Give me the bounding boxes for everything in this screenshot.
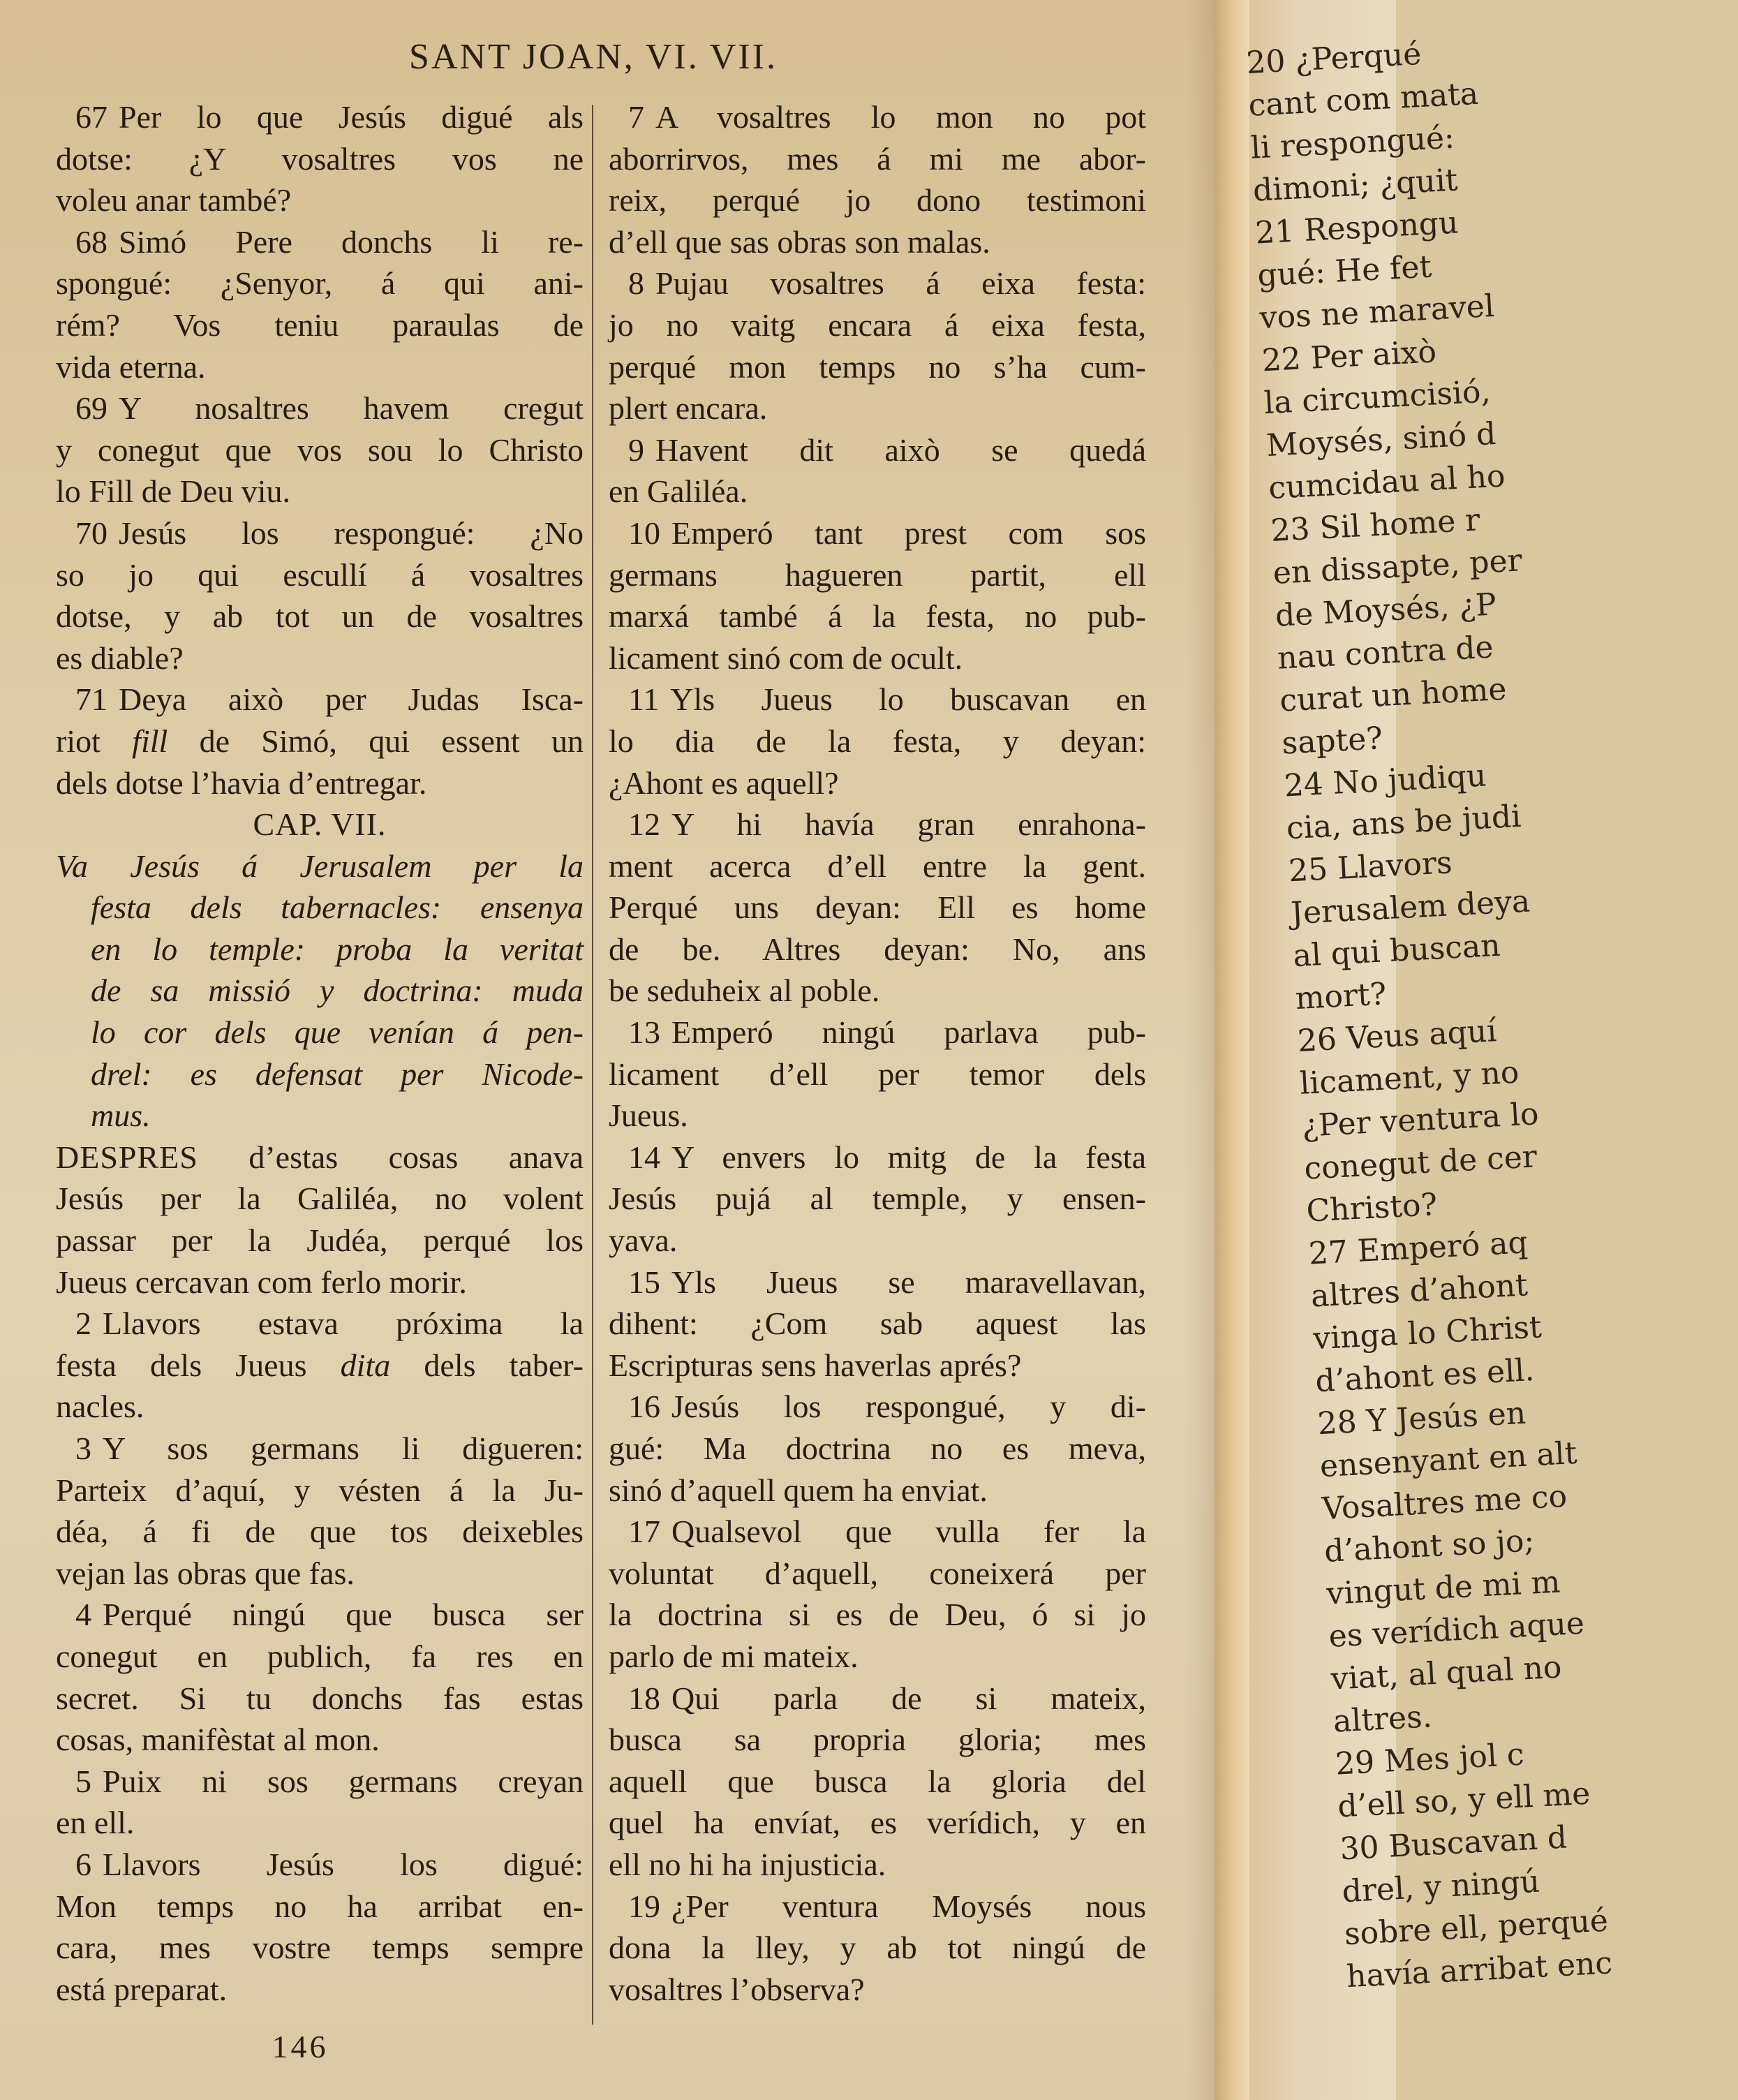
facing-page-line: es verídich aque xyxy=(1328,1605,1586,1655)
column-rule xyxy=(592,105,593,2025)
verse-number: 15 xyxy=(628,1264,660,1300)
verse-line xyxy=(609,512,1146,554)
facing-page-line: Vosaltres me co xyxy=(1321,1478,1568,1528)
text-span: dels taber- xyxy=(390,1347,584,1383)
facing-page-line: 24 No judiqu xyxy=(1283,757,1487,804)
text-line: dotse, y ab tot un de vosaltres xyxy=(56,598,584,635)
facing-page-line: li respongué: xyxy=(1249,119,1456,166)
text-line: parlo de mi mateix. xyxy=(609,1638,859,1674)
facing-page-line: dimoni; ¿quit xyxy=(1251,162,1459,209)
verse-line xyxy=(56,1844,584,1886)
verse-text: Y hi havía gran enrahona- xyxy=(671,806,1146,843)
verse-text: Yls Jueus lo buscavan en xyxy=(670,681,1146,718)
verse-text: A vosaltres lo mon no pot xyxy=(655,99,1146,135)
facing-page-text xyxy=(1245,22,1738,1998)
text-line: es diable? xyxy=(56,639,184,676)
text-line xyxy=(56,1137,584,1178)
text-line: de be. Altres deyan: No, ans xyxy=(609,931,1146,967)
facing-page-line: ¿Per ventura lo xyxy=(1301,1096,1540,1144)
text-line: Perqué uns deyan: Ell es home xyxy=(609,889,1146,926)
facing-page-line: vinga lo Christ xyxy=(1312,1309,1543,1357)
text-line: vejan las obras que fas. xyxy=(56,1555,355,1591)
text-span: de Simó, qui essent un xyxy=(168,723,584,759)
chapter-summary-line: festa dels tabernacles: ensenya xyxy=(91,889,584,926)
text-line xyxy=(56,720,584,762)
verse-line xyxy=(609,96,1146,138)
verse-text: Y nosaltres havem cregut xyxy=(119,390,584,427)
italic-word: fill xyxy=(132,723,168,759)
facing-page-line: vingut de mi m xyxy=(1325,1564,1561,1612)
verse-number: 11 xyxy=(628,681,660,718)
facing-page-line: cia, ans be judi xyxy=(1285,798,1522,847)
text-line: aquell que busca la gloria del xyxy=(609,1763,1146,1799)
text-line: perqué mon temps no s’ha cum- xyxy=(609,348,1146,385)
verse-number: 69 xyxy=(75,390,107,427)
verse-line xyxy=(56,1594,584,1636)
verse-number: 67 xyxy=(75,99,107,135)
text-line: spongué: ¿Senyor, á qui ani- xyxy=(56,265,584,302)
facing-page xyxy=(1245,0,1614,2100)
verse-number: 16 xyxy=(628,1389,660,1425)
text-line: está preparat. xyxy=(56,1971,228,2007)
text-line: en ell. xyxy=(56,1805,135,1841)
verse-text: Pujau vosaltres á eixa festa: xyxy=(655,265,1146,302)
verse-text: Llavors estava próxima la xyxy=(103,1306,584,1342)
verse-number: 70 xyxy=(75,515,107,551)
facing-page-line: d’ahont es ell. xyxy=(1314,1352,1536,1400)
text-line: secret. Si tu donchs fas estas xyxy=(56,1680,584,1716)
verse-text: Qualsevol que vulla fer la xyxy=(671,1514,1146,1550)
text-line: nacles. xyxy=(56,1389,144,1425)
text-line: licament sinó com de ocult. xyxy=(609,639,963,676)
text-line: rém? Vos teniu paraulas de xyxy=(56,306,584,343)
text-line: Parteix d’aquí, y vésten á la Ju- xyxy=(56,1472,584,1508)
text-line: voleu anar també? xyxy=(56,182,292,219)
facing-page-line: altres. xyxy=(1332,1699,1433,1740)
facing-page-line: 30 Buscavan d xyxy=(1339,1819,1568,1868)
text-line: la doctrina si es de Deu, ó si jo xyxy=(609,1597,1146,1633)
text-line: cosas, manifèstat al mon. xyxy=(56,1722,380,1758)
facing-page-line: gué: He fet xyxy=(1256,249,1433,294)
chapter-summary-line: de sa missió y doctrina: muda xyxy=(91,973,584,1009)
verse-text: Per lo que Jesús digué als xyxy=(119,99,584,135)
facing-page-line: cumcidau al ho xyxy=(1268,458,1506,507)
facing-page-line: al qui buscan xyxy=(1292,927,1501,975)
facing-page-line: 20 ¿Perqué xyxy=(1245,36,1423,81)
verse-number: 71 xyxy=(75,681,107,718)
text-line: y conegut que vos sou lo Christo xyxy=(56,431,584,468)
chapter-summary-line: drel: es defensat per Nicode- xyxy=(91,1056,584,1092)
text-line: sinó d’aquell quem ha enviat. xyxy=(609,1472,988,1508)
verse-number: 5 xyxy=(75,1763,91,1799)
text-line: Jueus cercavan com ferlo morir. xyxy=(56,1264,467,1300)
facing-page-line: en dissapte, per xyxy=(1272,542,1523,591)
verse-text: d’estas cosas anava xyxy=(198,1139,584,1175)
text-line: ell no hi ha injusticia. xyxy=(609,1846,886,1882)
verse-text: Simó Pere donchs li re- xyxy=(119,223,584,260)
running-head: SANT JOAN, VI. VII. xyxy=(409,37,778,77)
verse-number: 18 xyxy=(628,1680,660,1716)
chapter-summary-line: mus. xyxy=(91,1097,151,1134)
text-line: quel ha envíat, es verídich, y en xyxy=(609,1805,1146,1841)
facing-page-line: 29 Mes jol c xyxy=(1334,1736,1525,1782)
text-line: yava. xyxy=(609,1222,678,1259)
facing-page-line: 23 Sil home r xyxy=(1270,502,1481,549)
verse-line xyxy=(56,1761,584,1803)
verse-line xyxy=(56,512,584,554)
verse-text: Deya això per Judas Isca- xyxy=(119,681,584,718)
text-line: lo dia de la festa, y deyan: xyxy=(609,723,1146,759)
verse-text: ¿Per ventura Moysés nous xyxy=(671,1888,1146,1924)
facing-page-line: licament, y no xyxy=(1298,1054,1520,1102)
text-line: Jueus. xyxy=(609,1097,688,1134)
facing-page-line: vos ne maravel xyxy=(1258,288,1496,337)
verse-line xyxy=(56,1428,584,1470)
verse-line xyxy=(56,1303,584,1345)
verse-number: 68 xyxy=(75,223,107,260)
text-line: licament d’ell per temor dels xyxy=(609,1056,1146,1092)
text-line: d’ell que sas obras son malas. xyxy=(609,223,990,260)
verse-text: Emperó ningú parlava pub- xyxy=(671,1014,1146,1051)
verse-text: Perqué ningú que busca ser xyxy=(103,1597,584,1633)
facing-page-line: la circumcisió, xyxy=(1263,374,1492,422)
text-line: busca sa propria gloria; mes xyxy=(609,1722,1146,1758)
verse-line xyxy=(56,96,584,138)
text-line: dona la lley, y ab tot ningú de xyxy=(609,1930,1146,1966)
facing-page-line: mort? xyxy=(1294,976,1388,1017)
facing-page-line: 21 Respongu xyxy=(1254,205,1460,251)
text-line: dihent: ¿Com sab aquest las xyxy=(609,1306,1146,1342)
text-line: Jesús pujá al temple, y ensen- xyxy=(609,1181,1146,1217)
facing-page-line: drel, y ningú xyxy=(1341,1863,1541,1910)
text-line: jo no vaitg encara á eixa festa, xyxy=(609,306,1146,343)
facing-page-line: sapte? xyxy=(1281,720,1384,762)
text-line: germans hagueren partit, ell xyxy=(609,556,1146,593)
middle-column xyxy=(609,96,1146,2010)
facing-page-line: Jerusalem deya xyxy=(1290,883,1531,932)
facing-page-line: sobre ell, perqué xyxy=(1343,1902,1610,1953)
text-line: Mon temps no ha arribat en- xyxy=(56,1888,584,1924)
facing-page-line: 25 Llavors xyxy=(1287,845,1453,889)
text-span: riot xyxy=(56,723,133,759)
verse-text: Havent dit això se quedá xyxy=(655,431,1146,468)
facing-page-line: de Moysés, ¿P xyxy=(1274,586,1497,634)
verse-line xyxy=(56,387,584,429)
text-line: so jo qui escullí á vosaltres xyxy=(56,556,584,593)
verse-line xyxy=(609,1386,1146,1428)
facing-page-line: 22 Per això xyxy=(1261,334,1438,379)
verse-text: Qui parla de si mateix, xyxy=(671,1680,1146,1716)
facing-page-line: nau contra de xyxy=(1276,629,1494,676)
text-line: be seduheix al poble. xyxy=(609,973,880,1009)
verse-line xyxy=(609,1262,1146,1303)
facing-page-line: havía arribat enc xyxy=(1345,1945,1614,1995)
facing-page-line: Moysés, sinó d xyxy=(1265,416,1497,464)
verse-number: 14 xyxy=(628,1139,660,1175)
text-line: ment acerca d’ell entre la gent. xyxy=(609,848,1146,884)
verse-line xyxy=(609,1886,1146,1928)
verse-number: 13 xyxy=(628,1014,660,1051)
verse-text: Yls Jueus se maravellavan, xyxy=(671,1264,1146,1300)
text-line: passar per la Judéa, perqué los xyxy=(56,1222,584,1259)
text-line: voluntat d’aquell, coneixerá per xyxy=(609,1555,1146,1591)
verse-line xyxy=(609,429,1146,471)
verse-number: 6 xyxy=(75,1846,91,1882)
facing-page-line: d’ell so, y ell me xyxy=(1337,1775,1591,1825)
verse-number: 17 xyxy=(628,1514,660,1550)
verse-number: 4 xyxy=(75,1597,91,1633)
facing-page-line: cant com mata xyxy=(1247,75,1480,124)
verse-line xyxy=(609,804,1146,845)
chapter-summary-line: lo cor dels que venían á pen- xyxy=(91,1014,584,1051)
facing-page-line: viat, al qual no xyxy=(1330,1649,1563,1697)
verse-number: 3 xyxy=(75,1430,91,1466)
left-column xyxy=(56,96,584,2010)
text-line: vosaltres l’observa? xyxy=(609,1971,865,2007)
text-line: marxá també á la festa, no pub- xyxy=(609,598,1146,635)
text-line: vida eterna. xyxy=(56,348,206,385)
chapter-heading: CAP. VII. xyxy=(253,806,387,843)
text-line xyxy=(56,1345,584,1387)
chapter-summary-line: en lo temple: proba la veritat xyxy=(91,931,584,967)
chapter-summary-line: Va Jesús á Jerusalem per la xyxy=(56,848,584,884)
verse-text: Jesús los respongué: ¿No xyxy=(119,515,584,551)
text-line: reix, perqué jo dono testimoni xyxy=(609,182,1146,219)
facing-page-line: altres d’ahont xyxy=(1309,1267,1529,1315)
facing-page-line: d’ahont so jo; xyxy=(1323,1523,1536,1569)
facing-page-line: curat un home xyxy=(1279,671,1508,719)
verse-text: Jesús los respongué, y di- xyxy=(671,1389,1146,1425)
verse-number: 7 xyxy=(628,99,644,135)
verse-line xyxy=(609,262,1146,304)
facing-page-line: Christo? xyxy=(1305,1186,1439,1229)
text-line: Escripturas sens haverlas aprés? xyxy=(609,1347,1022,1383)
facing-page-line: 26 Veus aquí xyxy=(1296,1013,1498,1060)
verse-text: Puix ni sos germans creyan xyxy=(103,1763,584,1799)
text-line: plert encara. xyxy=(609,390,768,427)
text-span: festa dels Jueus xyxy=(56,1347,341,1383)
text-line: dels dotse l’havia d’entregar. xyxy=(56,764,427,801)
verse-line xyxy=(56,221,584,263)
verse-text: Y sos germans li digueren: xyxy=(103,1430,584,1466)
verse-text: Emperó tant prest com sos xyxy=(671,515,1146,551)
verse-text: Y envers lo mitg de la festa xyxy=(671,1139,1146,1175)
text-line: en Galiléa. xyxy=(609,473,748,510)
text-line: conegut en publich, fa res en xyxy=(56,1638,584,1674)
text-line: Jesús per la Galiléa, no volent xyxy=(56,1181,584,1217)
verse-line xyxy=(609,1678,1146,1720)
page-number: 146 xyxy=(272,2029,329,2064)
verse-number: 2 xyxy=(75,1306,91,1342)
text-line: ¿Ahont es aquell? xyxy=(609,764,839,801)
small-caps-opening: DESPRES xyxy=(56,1139,198,1175)
verse-line xyxy=(609,679,1146,720)
facing-page-line: conegut de cer xyxy=(1303,1139,1538,1187)
text-line: déa, á fi de que tos deixebles xyxy=(56,1514,584,1550)
text-line: cara, mes vostre temps sempre xyxy=(56,1930,584,1966)
verse-line xyxy=(609,1137,1146,1178)
verse-number: 12 xyxy=(628,806,660,843)
italic-word: dita xyxy=(340,1347,391,1383)
verse-number: 8 xyxy=(628,265,644,302)
verse-text: Llavors Jesús los digué: xyxy=(103,1846,584,1882)
verse-number: 9 xyxy=(628,431,644,468)
verse-number: 19 xyxy=(628,1888,660,1924)
text-line: aborrirvos, mes á mi me abor- xyxy=(609,140,1146,177)
text-line: gué: Ma doctrina no es meva, xyxy=(609,1430,1146,1466)
facing-page-line: ensenyant en alt xyxy=(1319,1435,1578,1485)
text-line: dotse: ¿Y vosaltres vos ne xyxy=(56,140,584,177)
facing-page-line: 28 Y Jesús en xyxy=(1316,1395,1527,1442)
text-line: lo Fill de Deu viu. xyxy=(56,473,291,510)
verse-line xyxy=(609,1012,1146,1053)
verse-line xyxy=(56,679,584,720)
facing-page-line: 27 Emperó aq xyxy=(1307,1225,1529,1272)
verse-number: 10 xyxy=(628,515,660,551)
verse-line xyxy=(609,1511,1146,1553)
